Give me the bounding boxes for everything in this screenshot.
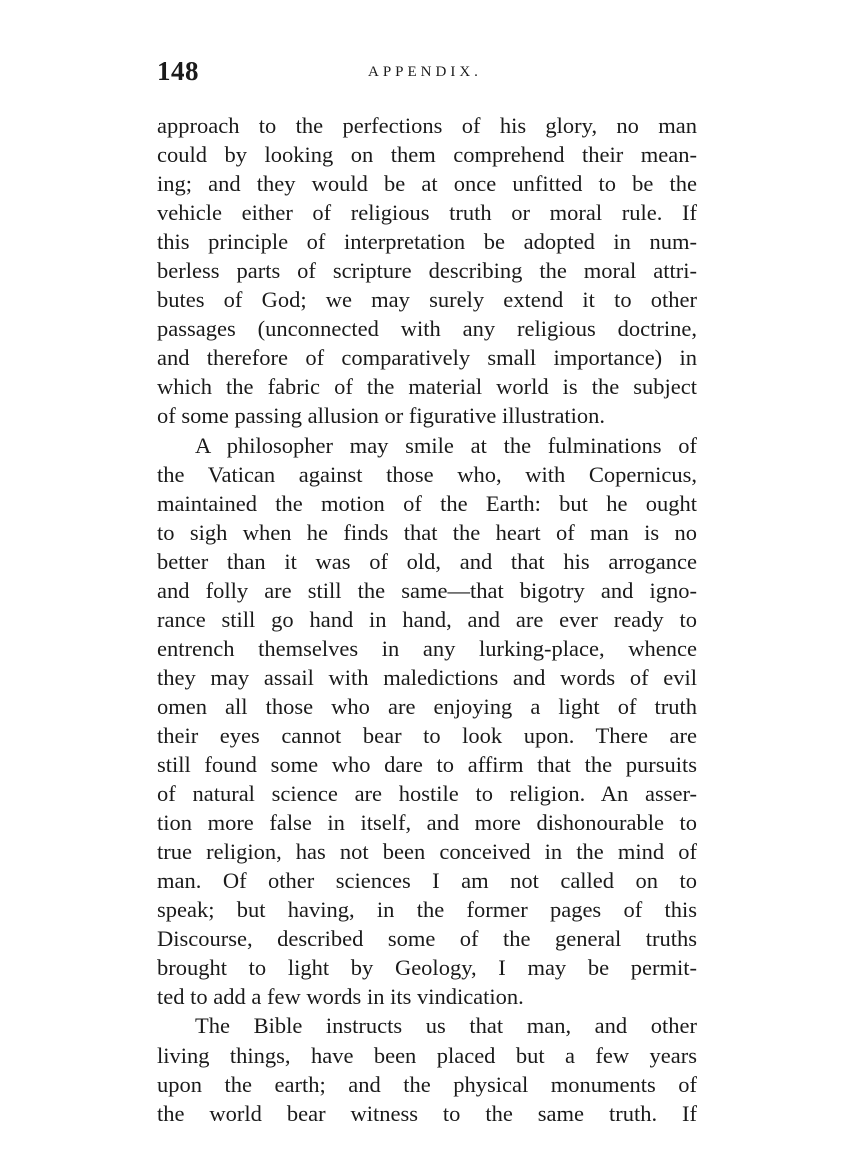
text-line: true religion, has not been conceived in the mind of	[157, 839, 697, 865]
text-line: and therefore of comparatively small importance) in	[157, 345, 697, 371]
text-line: tion more false in itself, and more dishonourable to	[157, 810, 697, 836]
text-line: their eyes cannot bear to look upon. There are	[157, 722, 697, 748]
text-line: and folly are still the same—that bigotry and igno-	[157, 577, 697, 603]
text-line: entrench themselves in any lurking-place, whence	[157, 635, 697, 661]
text-line: The Bible instructs us that man, and other	[195, 1013, 697, 1039]
page-number: 148	[157, 56, 199, 86]
text-line: vehicle either of religious truth or moral rule. If	[157, 200, 697, 226]
text-line: Discourse, described some of the general truths	[157, 926, 697, 952]
text-line: to sigh when he finds that the heart of man is no	[157, 519, 697, 545]
text-line: A philosopher may smile at the fulminations of	[195, 432, 697, 458]
text-line: passages (unconnected with any religious doctrine,	[157, 316, 697, 342]
text-line: man. Of other sciences I am not called on to	[157, 868, 697, 894]
text-line: berless parts of scripture describing the moral attri-	[157, 258, 697, 284]
running-head-title: APPENDIX.	[368, 64, 482, 80]
text-line: ted to add a few words in its vindication.	[157, 984, 524, 1010]
paragraph	[157, 431, 697, 1012]
text-line: maintained the motion of the Earth: but he ought	[157, 490, 697, 516]
text-line: approach to the perfections of his glory, no man	[157, 113, 697, 138]
text-line: ing; and they would be at once unfitted to be the	[157, 171, 697, 197]
running-head	[157, 56, 697, 90]
text-line: which the fabric of the material world is the subject	[157, 374, 697, 400]
text-line: rance still go hand in hand, and are ever ready to	[157, 606, 697, 632]
text-line: living things, have been placed but a few years	[157, 1042, 697, 1068]
text-line: upon the earth; and the physical monuments of	[157, 1071, 697, 1097]
text-line: of some passing allusion or figurative illustration.	[157, 403, 606, 429]
text-line: better than it was of old, and that his arrogance	[157, 548, 697, 574]
text-line: the world bear witness to the same truth. If	[157, 1100, 697, 1126]
text-line: could by looking on them comprehend their mean-	[157, 142, 697, 168]
text-line: still found some who dare to affirm that the pursuits	[157, 752, 697, 778]
text-line: speak; but having, in the former pages of this	[157, 897, 697, 923]
text-line: brought to light by Geology, I may be permit-	[157, 955, 697, 981]
text-line: this principle of interpretation be adopted in num-	[157, 229, 697, 255]
body-text	[157, 111, 697, 1128]
text-line: omen all those who are enjoying a light of truth	[157, 693, 697, 719]
text-line: of natural science are hostile to religion. An asser-	[157, 781, 697, 807]
paragraph	[157, 1011, 697, 1127]
text-line: the Vatican against those who, with Copernicus,	[157, 461, 697, 487]
paragraph	[157, 111, 697, 431]
text-line: they may assail with maledictions and words of evil	[157, 664, 697, 690]
text-line: butes of God; we may surely extend it to other	[157, 287, 697, 313]
